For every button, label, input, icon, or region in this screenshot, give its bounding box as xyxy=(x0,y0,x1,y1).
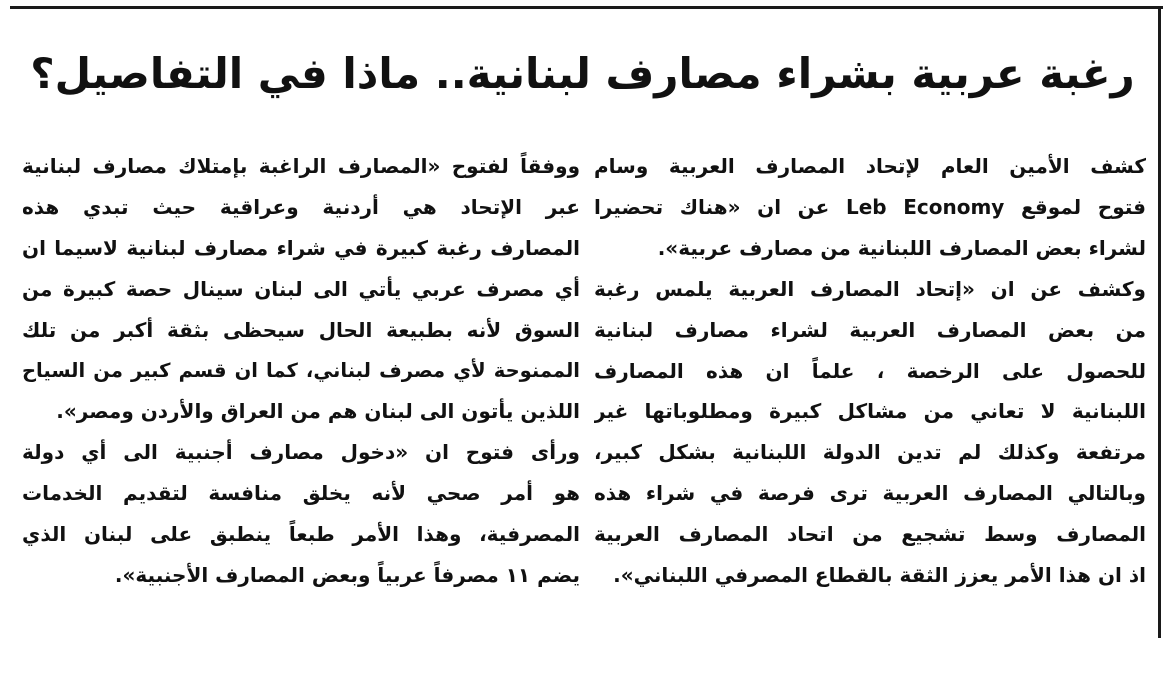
column-line: من بعض المصارف العربية لشراء مصارف لبنانية xyxy=(594,317,1146,342)
column-line: وكشف عن ان «إتحاد المصارف العربية يلمس رغبة xyxy=(594,276,1146,301)
column-line: أي مصرف عربي يأتي الى لبنان سينال حصة كبيرة من xyxy=(22,276,580,301)
column-line: المصارف رغبة كبيرة في شراء مصارف لبنانية لاسيما ان xyxy=(22,235,580,260)
column-line: ورأى فتوح ان «دخول مصارف أجنبية الى أي دولة xyxy=(22,440,580,465)
right-rule xyxy=(1158,6,1161,638)
column-line: يضم ١١ مصرفاً عربياً وبعض المصارف الأجنبية». xyxy=(114,563,580,588)
article-headline: رغبة عربية بشراء مصارف لبنانية.. ماذا في التفاصيل؟ xyxy=(30,49,1135,98)
column-line: عبر الإتحاد هي أردنية وعراقية حيث تبدي هذه xyxy=(22,194,580,219)
column-line: الممنوحة لأي مصرف لبناني، كما ان قسم كبير من السياح xyxy=(22,358,580,382)
column-line: مرتفعة وكذلك لم تدين الدولة اللبنانية بشكل كبير، xyxy=(594,440,1146,465)
column-line: هو أمر صحي لأنه يخلق منافسة لتقديم الخدمات xyxy=(22,481,580,506)
column-line: ووفقاً لفتوح «المصارف الراغبة بإمتلاك مصارف لبنانية xyxy=(22,154,580,178)
column-line: فتوح لموقع Leb Economy عن ان «هناك تحضيرا xyxy=(594,194,1146,219)
article-column-left xyxy=(22,146,580,596)
column-line: اللذين يأتون الى لبنان هم من العراق والأردن ومصر». xyxy=(56,399,580,424)
column-line: السوق لأنه بطبيعة الحال سيحظى بثقة أكبر من تلك xyxy=(22,317,580,342)
column-line: للحصول على الرخصة ، علماً ان هذه المصارف xyxy=(594,358,1146,383)
column-line: اللبنانية لا تعاني من مشاكل كبيرة ومطلوباتها غير xyxy=(594,399,1146,424)
column-line: اذ ان هذا الأمر يعزز الثقة بالقطاع المصرفي اللبناني». xyxy=(613,563,1146,588)
column-line: المصارف وسط تشجيع من اتحاد المصارف العربية xyxy=(594,522,1146,547)
column-line: وبالتالي المصارف العربية ترى فرصة في شراء هذه xyxy=(594,481,1146,506)
column-line: كشف الأمين العام لإتحاد المصارف العربية وسام xyxy=(594,154,1146,178)
article-column-right xyxy=(594,146,1146,596)
top-rule xyxy=(10,6,1163,9)
column-line: لشراء بعض المصارف اللبنانية من مصارف عربية». xyxy=(657,235,1146,260)
column-line: المصرفية، وهذا الأمر طبعاً ينطبق على لبنان الذي xyxy=(22,522,580,547)
